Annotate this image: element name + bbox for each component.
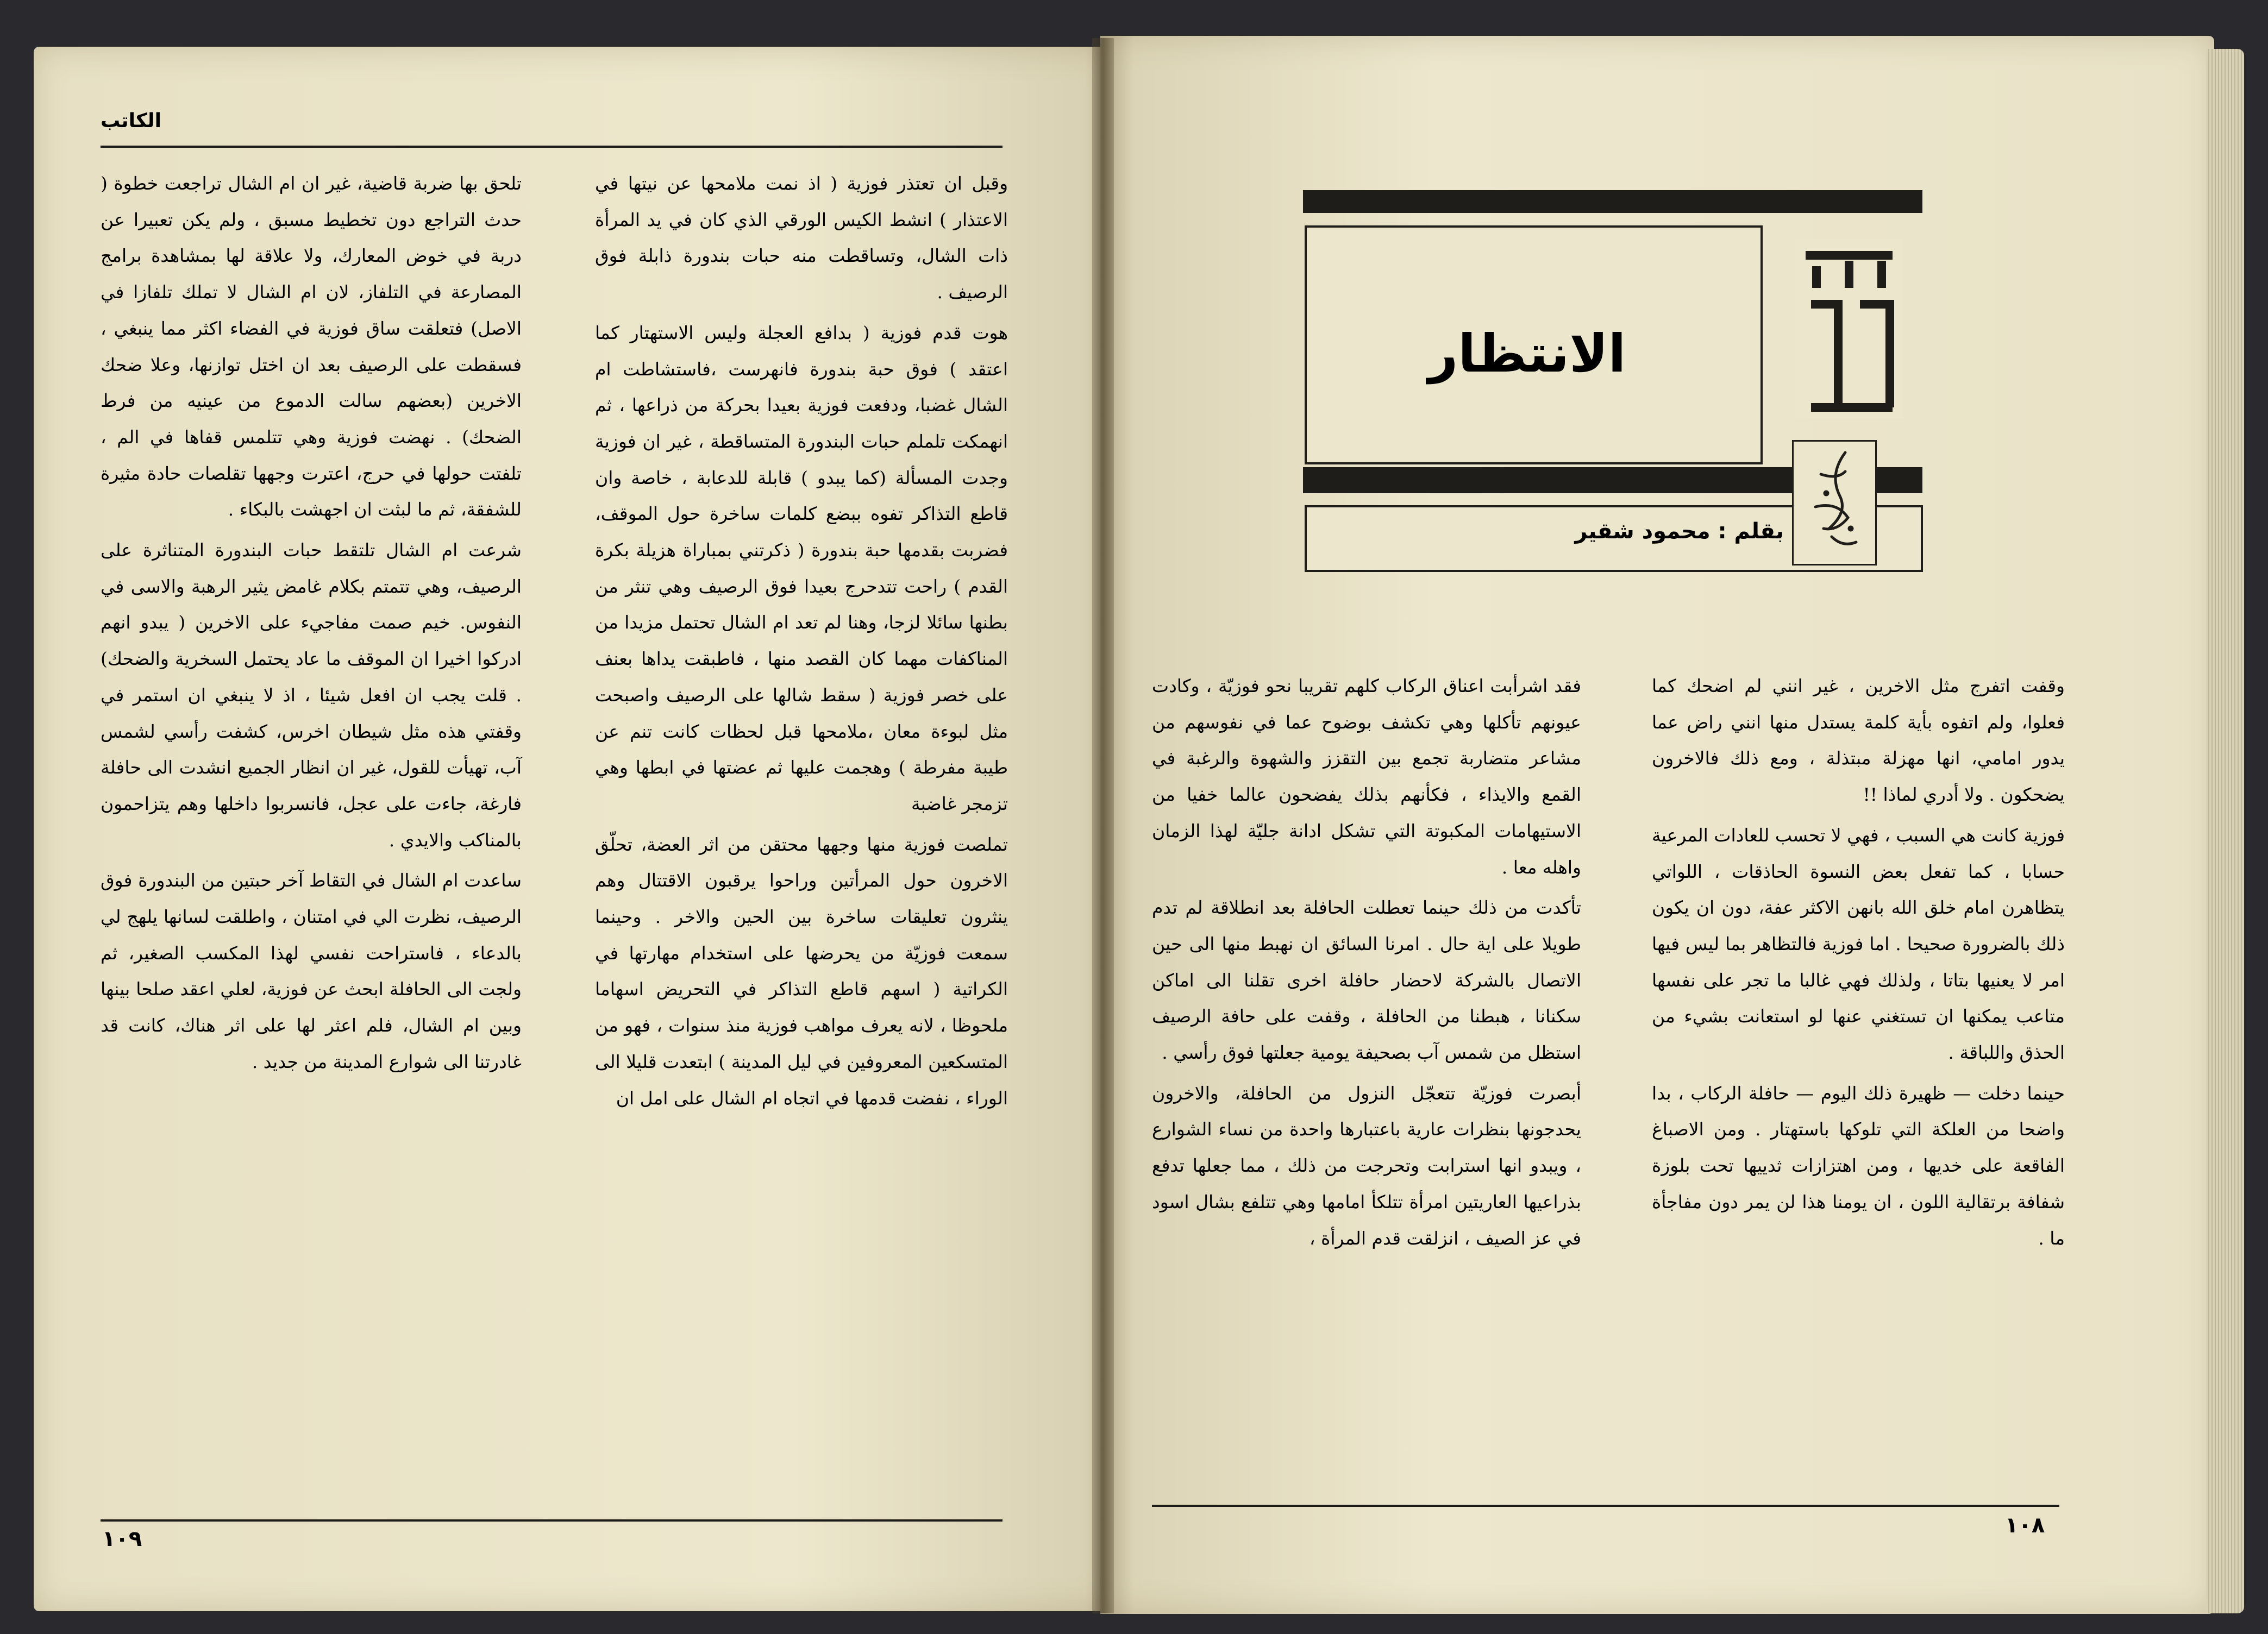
paragraph: تلحق بها ضربة قاضية، غير ان ام الشال تراجعت خطوة ( حدث التراجع دون تخطيط مسبق ، ولم يكن تعبيرا عن دربة في خوض المعارك، ولا علاقة لها بمشاهدة برامج المصارعة في التلفاز، لان ام الشال لا تملك تلفازا في الاصل) فتعلقت ساق فوزية في الفضاء اكثر مما ينبغي ، فسقطت على الرصيف بعد ان اختل توازنها، وعلا ضحك الاخرين (بعضهم سالت الدموع من عينيه من فرط الضحك) . نهضت فوزية وهي تتلمس قفاها في الم ، تلفتت حولها في حرج، اعترت وجهها تقلصات حادة مثيرة للشفقة، ثم ما لبثت ان اجهشت بالبكاء .	[101, 173, 522, 520]
page-number: ١٠٨	[2005, 1513, 2045, 1538]
footer-rule	[1152, 1505, 2059, 1507]
paragraph: شرعت ام الشال تلتقط حبات البندورة المتناثرة على الرصيف، وهي تتمتم بكلام غامض يثير الرهبة والاسى في النفوس. خيم صمت مفاجيء على الاخرين ( يبدو انهم ادركوا اخيرا ان الموقف ما عاد يحتمل السخرية والضحك) . قلت يجب ان افعل شيئا ، اذ لا ينبغي ان استمر في وقفتي هذه مثل شيطان اخرس، كشفت رأسي لشمس آب، تهيأت للقول، غير ان انظار الجميع انشدت الى حافلة فارغة، جاءت على عجل، فانسربوا داخلها وهم يتزاحمون بالمناكب والايدي .	[101, 539, 522, 851]
page-edges	[2206, 49, 2244, 1613]
page-number: ١٠٩	[102, 1526, 142, 1551]
paragraph: تملصت فوزية منها وجهها محتقن من اثر العضة، تحلّق الاخرون حول المرأتين وراحوا يرقبون الاقتتال وهم ينثرون تعليقات ساخرة بين الحين والاخر . وحينما سمعت فوزيّة من يحرضها على استخدام مهارتها في الكراتية ( اسهم قاطع التذاكر في التحريض اسهاما ملحوظا ، لانه يعرف مواهب فوزية منذ سنوات ، فهو من المتسكعين المعروفين في ليل المدينة ) ابتعدت قليلا الى الوراء ، نفضت قدمها في اتجاه ام الشال على امل ان	[595, 833, 1008, 1109]
paragraph: وقبل ان تعتذر فوزية ( اذ نمت ملامحها عن نيتها في الاعتذار ) انشط الكيس الورقي الذي كان في يد المرأة ذات الشال، وتساقطت منه حبات بندورة ذابلة فوق الرصيف .	[595, 173, 1008, 303]
short-story-stamp	[1792, 440, 1877, 565]
right-page-left-column	[1152, 668, 1581, 1483]
paragraph: وقفت اتفرج مثل الاخرين ، غير انني لم اضحك كما فعلوا، ولم اتفوه بأية كلمة يستدل منها انني راض عما يدور امامي، انها مهزلة مبتذلة ، ومع ذلك فالاخرون يضحكون . ولا أدري لماذا !!	[1652, 675, 2065, 806]
paragraph: فوزية كانت هي السبب ، فهي لا تحسب للعادات المرعية حسابا ، كما تفعل بعض النسوة الحاذقات ، اللواتي يتظاهرن امام خلق الله بانهن الاكثر عفة، دون ان يكون ذلك بالضرورة صحيحا . اما فوزية فالتظاهر بما ليس فيها امر لا يعنيها بتاتا ، ولذلك فهي غالبا ما تجر على نفسها متاعب يمكنها ان تستغني عنها لو استعانت بشيء من الحذق واللباقة .	[1652, 824, 2065, 1064]
paragraph: تأكدت من ذلك حينما تعطلت الحافلة بعد انطلاقة لم تدم طويلا على اية حال . امرنا السائق ان نهبط منها الى حين الاتصال بالشركة لاحضار حافلة اخرى تقلنا الى اماكن سكنانا ، هبطنا من الحافلة ، وقفت على حافة الرصيف استظل من شمس آب بصحيفة يومية جعلتها فوق رأسي .	[1152, 897, 1581, 1064]
running-head: الكاتب	[101, 110, 161, 132]
title-bar-top	[1303, 190, 1922, 213]
story-title: الانتظار	[1428, 323, 1626, 384]
paragraph: فقد اشرأبت اعناق الركاب كلهم تقريبا نحو فوزيّة ، وكادت عيونهم تأكلها وهي تكشف بوضوح عما في نفوسهم من مشاعر متضاربة تجمع بين التقزز والشهوة والرغبة في القمع والايذاء ، فكأنهم بذلك يفضحون عالما خفيا من الاستيهامات المكبوتة التي تشكل ادانة جليّة لهذا الزمان واهله معا .	[1152, 675, 1581, 878]
section-logo	[1795, 239, 1903, 418]
byline: بقلم : محمود شقير	[1575, 519, 1784, 544]
book-gutter	[1092, 38, 1114, 1613]
paragraph: حينما دخلت — ظهيرة ذلك اليوم — حافلة الركاب ، بدا واضحا من العلكة التي تلوكها باستهتار . ومن الاصباغ الفاقعة على خديها ، ومن اهتزازات ثدييها تحت بلوزة شفافة برتقالية اللون ، ان يومنا هذا لن يمر دون مفاجأة ما .	[1652, 1082, 2065, 1249]
paragraph: أبصرت فوزيّة تتعجّل النزول من الحافلة، والاخرون يحدجونها بنظرات عارية باعتبارها واحدة من نساء الشوارع ، ويبدو انها استرابت وتحرجت من ذلك ، مما جعلها تدفع بذراعيها العاريتين امرأة تتلكأ امامها وهي تتلفع بشال اسود في عز الصيف ، انزلقت قدم المرأة ،	[1152, 1082, 1581, 1249]
paragraph: هوت قدم فوزية ( بدافع العجلة وليس الاستهتار كما اعتقد ) فوق حبة بندورة فانهرست ،فاستشاطت ام الشال غضبا، ودفعت فوزية بعيدا بحركة من ذراعها ، ثم انهمكت تلملم حبات البندورة المتساقطة ، غير ان فوزية وجدت المسألة (كما يبدو ) قابلة للدعابة ، خاصة وان قاطع التذاكر تفوه ببضع كلمات ساخرة حول الموقف، فضربت بقدمها حبة بندورة ( ذكرتني بمباراة هزيلة بكرة القدم ) راحت تتدحرج بعيدا فوق الرصيف وهي تنثر من بطنها سائلا لزجا، وهنا لم تعد ام الشال تحتمل مزيدا من المناكفات مهما كان القصد منها ، فاطبقت يداها بعنف على خصر فوزية ( سقط شالها على الرصيف واصبحت مثل لبوءة معان ،ملامحها قبل لحظات كانت تنم عن طيبة مفرطة ) وهجمت عليها ثم عضتها في ابطها وهي تزمجر غاضبة	[595, 322, 1008, 814]
header-rule	[101, 146, 1003, 148]
left-page-left-column	[101, 166, 522, 1497]
calligraphy-stamp-icon	[1794, 442, 1875, 564]
right-page-right-column	[1652, 668, 2065, 1483]
story-title-block	[1303, 190, 1922, 570]
section-logo-icon	[1795, 239, 1903, 418]
footer-rule	[101, 1519, 1003, 1522]
left-page-right-column	[595, 166, 1008, 1497]
paragraph: ساعدت ام الشال في التقاط آخر حبتين من البندورة فوق الرصيف، نظرت الي في امتنان ، واطلقت لسانها يلهج لي بالدعاء ، فاستراحت نفسي لهذا المكسب الصغير، ثم ولجت الى الحافلة ابحث عن فوزية، لعلي اعقد صلحا بينها وبين ام الشال، فلم اعثر لها على اثر هناك، كانت قد غادرتنا الى شوارع المدينة من جديد .	[101, 870, 522, 1072]
